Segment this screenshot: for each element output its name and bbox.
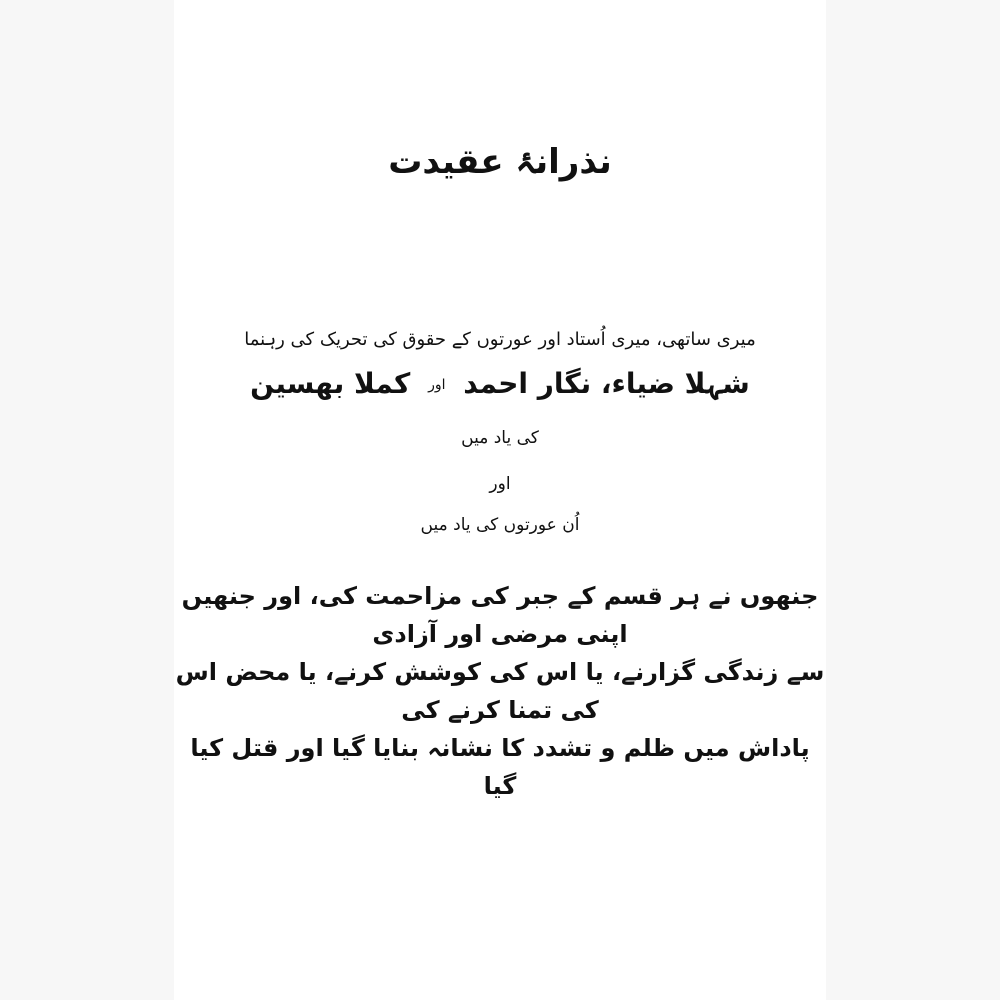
honoree-name-3: کملا بھسین (250, 367, 411, 400)
honoree-name-1: شہلا ضیاء، (600, 367, 750, 400)
left-margin (0, 0, 174, 1000)
names-connector: اور (428, 376, 446, 393)
honoree-names (174, 367, 826, 401)
right-margin (826, 0, 1000, 1000)
document-page (174, 0, 826, 1000)
dedication-paragraph (174, 577, 826, 805)
and-text: اور (489, 474, 511, 494)
dedication-subtitle: میری ساتھی، میری اُستاد اور عورتوں کے حقوق کی تحریک کی رہنما (244, 329, 756, 350)
dedication-line: جنھوں نے ہر قسم کے جبر کی مزاحمت کی، اور جنھیں اپنی مرضی اور آزادی (181, 582, 819, 648)
honoree-name-2: نگار احمد (463, 367, 592, 400)
in-memory-of-women: اُن عورتوں کی یاد میں (420, 515, 580, 535)
dedication-line: سے زندگی گزارنے، یا اس کی کوشش کرنے، یا محض اس کی تمنا کرنے کی (175, 658, 825, 724)
page-title: نذرانۂ عقیدت (388, 142, 612, 182)
dedication-line: پاداش میں ظلم و تشدد کا نشانہ بنایا گیا اور قتل کیا گیا (190, 734, 810, 800)
in-memory-of: کی یاد میں (461, 428, 539, 448)
